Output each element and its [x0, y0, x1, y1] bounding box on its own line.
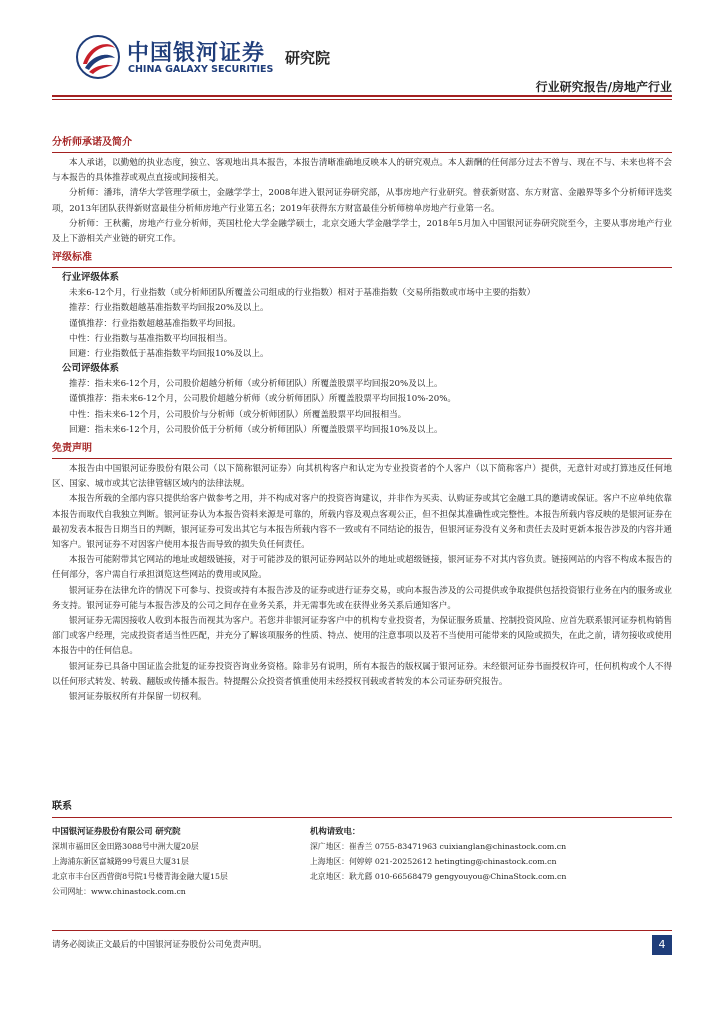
analyst-section — [52, 136, 672, 247]
section-title-contact: 联系 — [52, 800, 672, 818]
logo-chinese-name: 中国银河证券 — [127, 41, 266, 66]
disclaimer-paragraph: 银河证券无需因接收人收到本报告而视其为客户。若您并非银河证券客户中的机构专业投资者，为保证服务质量、控制投资风险、应首先联系银河证券机构销售部门或客户经理，完成投资者适当性匹配，并充分了解该项服务的性质、特点、使用的注意事项以及若不当使用可能带来的风险或损失，在此之前，请勿接收或使用本报告中的任何信息。 — [52, 616, 672, 657]
rating-line: 推荐：行业指数超越基准指数平均回报20%及以上。 — [69, 303, 269, 314]
company-logo — [75, 34, 345, 80]
footer-disclaimer-note: 请务必阅读正文最后的中国银河证券股份公司免责声明。 — [52, 940, 267, 950]
rating-line: 中性：行业指数与基准指数平均回报相当。 — [69, 333, 233, 344]
subsection-title-company-rating: 公司评级体系 — [62, 363, 120, 375]
analyst-paragraph: 分析师：王秋蘅，房地产行业分析师，英国杜伦大学金融学硕士，北京交通大学金融学学士，2018年5月加入中国银河证券研究院至今，主要从事房地产行业及上下游相关产业链的研究工作。 — [52, 218, 672, 245]
main-content — [52, 136, 672, 705]
disclaimer-paragraph: 银河证券在法律允许的情况下可参与、投资或持有本报告涉及的证券或进行证券交易，或向本报告涉及的公司提供或争取提供包括投资银行业务在内的服务或业务支持。银河证券可能与本报告涉及的公司之间存在业务关系，并无需事先或在获得业务关系后通知客户。 — [52, 585, 672, 611]
contact-line[interactable]: 上海地区：何婷婷 021-20252612 hetingting@chinastock.com.cn — [310, 857, 557, 866]
company-website[interactable]: 公司网址：www.chinastock.com.cn — [52, 887, 186, 896]
header-divider — [52, 95, 672, 97]
contact-line[interactable]: 深广地区：崔香兰 0755-83471963 cuixianglan@chinastock.com.cn — [310, 842, 567, 851]
institutional-contacts-block — [310, 824, 672, 884]
disclaimer-paragraph: 本报告所载的全部内容只提供给客户做参考之用，并不构成对客户的投资咨询建议，并非作为买卖、认购证券或其它金融工具的邀请或保证。客户不应单纯依靠本报告而取代自我独立判断。银河证券认为本报告资料来源是可靠的，所载内容及观点客观公正，但不担保其准确性或完整性。本报告所载内容反映的是银河证券在最初发表本报告日期当日的判断，银河证券可发出其它与本报告所载内容不一致或有不同结论的报告，但银河证券没有义务和责任去及时更新本报告涉及的内容并通知客户。银河证券不对因客户使用本报告而导致的损失负任何责任。 — [52, 494, 672, 551]
contact-section — [52, 800, 672, 914]
section-title-analyst: 分析师承诺及简介 — [52, 136, 672, 153]
galaxy-logo-icon — [75, 34, 121, 80]
page-number: 4 — [652, 935, 672, 955]
rating-line: 推荐：指未来6-12个月，公司股价超越分析师（或分析师团队）所覆盖股票平均回报20%及以上。 — [69, 379, 443, 390]
rating-line: 谨慎推荐：指未来6-12个月，公司股价超越分析师（或分析师团队）所覆盖股票平均回报10%-20%。 — [69, 394, 456, 405]
footer-divider — [52, 930, 672, 931]
address-line: 深圳市福田区金田路3088号中洲大厦20层 — [52, 842, 199, 851]
contacts-title: 机构请致电： — [310, 826, 361, 836]
report-type-label: 行业研究报告/房地产行业 — [535, 80, 672, 94]
rating-section — [52, 251, 672, 438]
contact-line[interactable]: 北京地区：耿尤繇 010-66568479 gengyouyou@ChinaStock.com.cn — [310, 872, 567, 881]
company-address-block — [52, 824, 302, 899]
rating-line: 未来6-12个月，行业指数（或分析师团队所覆盖公司组成的行业指数）相对于基准指数（交易所指数或市场中主要的指数） — [69, 288, 536, 299]
institute-label: 研究院 — [285, 49, 331, 67]
header-divider-thin — [52, 99, 672, 100]
address-line: 北京市丰台区西营街8号院1号楼青海金融大厦15层 — [52, 872, 228, 881]
subsection-title-industry-rating: 行业评级体系 — [62, 272, 120, 284]
page-header — [0, 0, 724, 100]
disclaimer-paragraph: 银河证券已具备中国证监会批复的证券投资咨询业务资格。除非另有说明，所有本报告的版权属于银河证券。未经银河证券书面授权许可，任何机构或个人不得以任何形式转发、转载、翻版或传播本报告。特提醒公众投资者慎重使用未经授权刊载或者转发的本公司证券研究报告。 — [52, 661, 672, 687]
rating-line: 回避：行业指数低于基准指数平均回报10%及以上。 — [69, 349, 269, 360]
section-title-disclaimer: 免责声明 — [52, 442, 672, 459]
logo-english-name: CHINA GALAXY SECURITIES — [128, 64, 274, 75]
rating-line: 谨慎推荐：行业指数超越基准指数平均回报。 — [69, 318, 241, 329]
rating-line: 回避：指未来6-12个月，公司股价低于分析师（或分析师团队）所覆盖股票平均回报10%及以上。 — [69, 424, 443, 435]
disclaimer-section — [52, 442, 672, 705]
section-title-rating: 评级标准 — [52, 251, 672, 268]
disclaimer-paragraph: 本报告可能附带其它网站的地址或超级链接，对于可能涉及的银河证券网站以外的地址或超级链接，银河证券不对其内容负责。链接网站的内容不构成本报告的任何部分，客户需自行承担浏览这些网站的费用或风险。 — [52, 555, 672, 581]
company-name: 中国银河证券股份有限公司 研究院 — [52, 826, 181, 836]
analyst-paragraph: 本人承诺，以勤勉的执业态度，独立、客观地出具本报告，本报告清晰准确地反映本人的研究观点。本人薪酬的任何部分过去不曾与、现在不与、未来也将不会与本报告的具体推荐或观点直接或间接相关。 — [52, 158, 672, 184]
address-line: 上海浦东新区富城路99号震旦大厦31层 — [52, 857, 189, 866]
disclaimer-paragraph: 本报告由中国银河证券股份有限公司（以下简称银河证券）向其机构客户和认定为专业投资者的个人客户（以下简称客户）提供，无意针对或打算违反任何地区、国家、城市或其它法律管辖区域内的法律法规。 — [52, 464, 672, 490]
rating-line: 中性：指未来6-12个月，公司股价与分析师（或分析师团队）所覆盖股票平均回报相当。 — [69, 409, 407, 420]
analyst-paragraph: 分析师：潘玮，清华大学管理学硕士，金融学学士，2008年进入银河证券研究部，从事房地产行业研究。曾获新财富、东方财富、金融界等多个分析师评选奖项，2013年团队获得新财富最佳分析师房地产行业第五名；2019年获得东方财富最佳分析师榜单房地产行业第一名。 — [52, 188, 672, 214]
disclaimer-paragraph: 银河证券版权所有并保留一切权利。 — [69, 692, 207, 703]
